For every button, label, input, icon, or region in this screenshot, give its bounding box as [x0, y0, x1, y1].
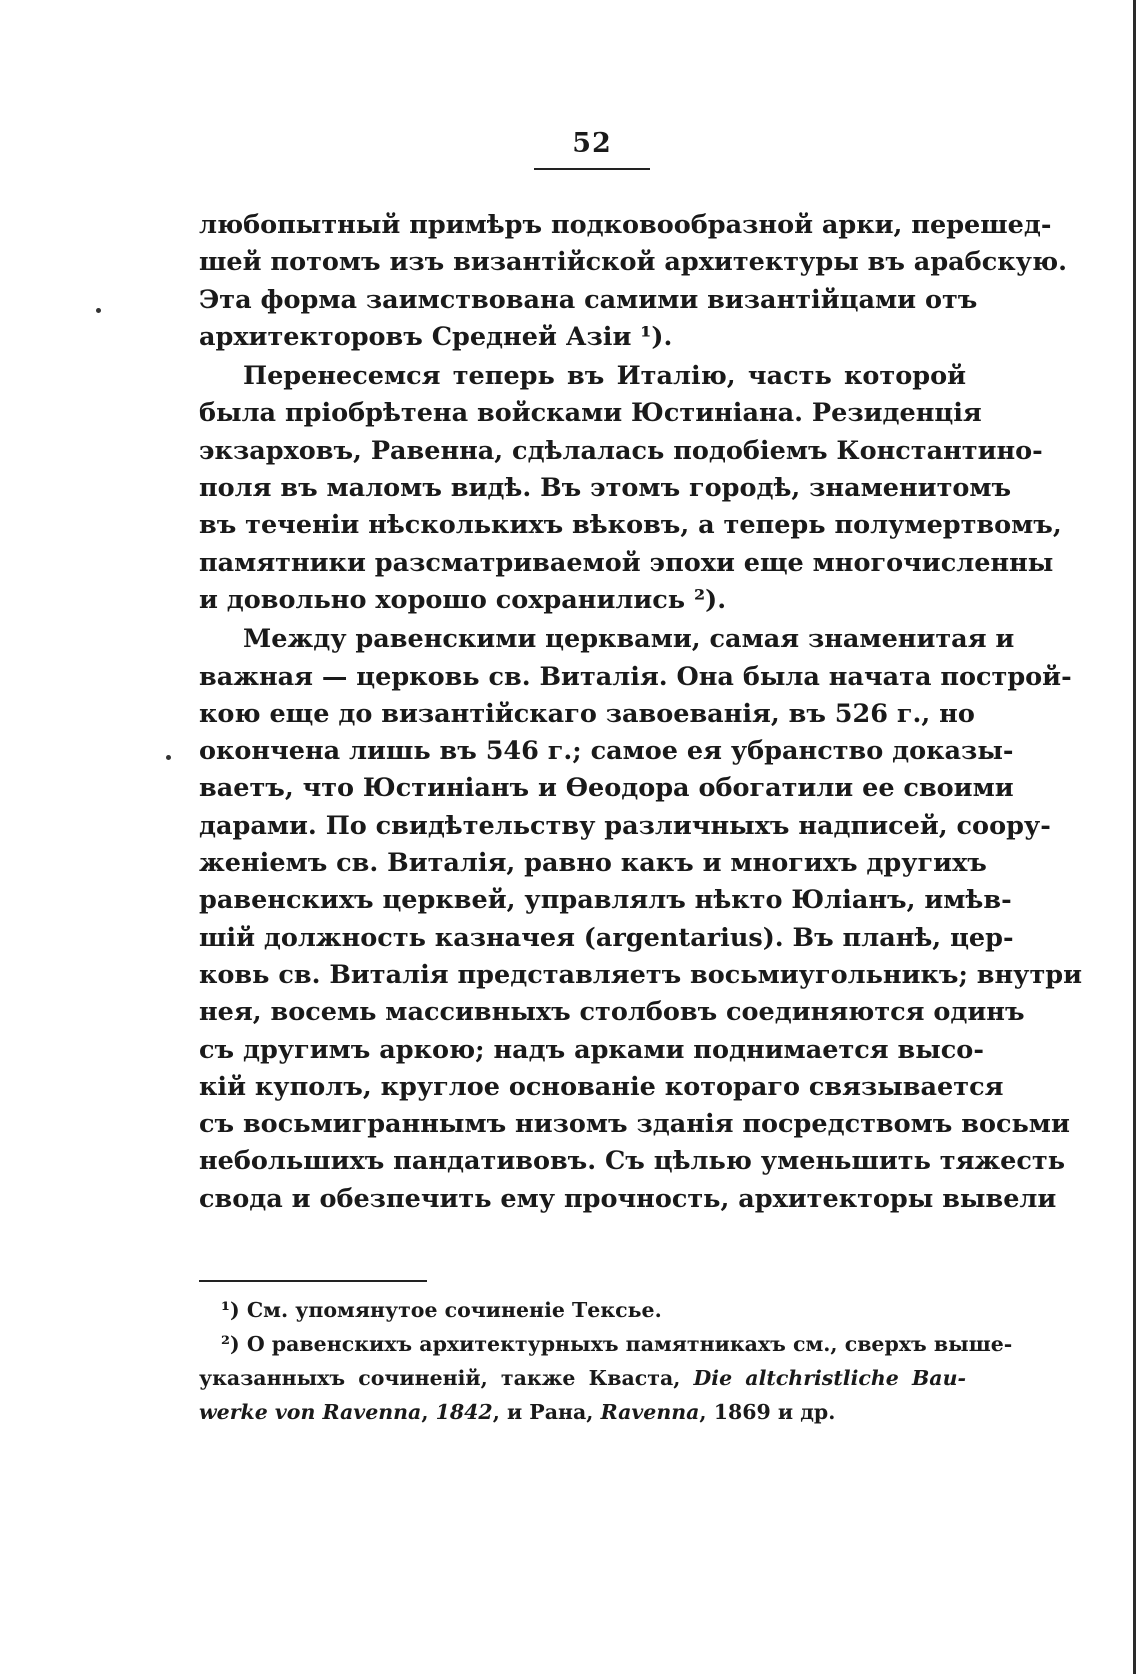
text-line: нея, восемь массивныхъ столбовъ соединяются одинъ: [199, 997, 1025, 1028]
text-line: поля въ маломъ видѣ. Въ этомъ городѣ, знаменитомъ: [199, 473, 1012, 504]
paragraph-3: [199, 621, 1083, 1218]
text-line: равенскихъ церквей, управлялъ нѣкто Юліанъ, имѣв-: [199, 885, 1012, 916]
text-line: Эта форма заимствована самими византійцами отъ: [199, 284, 978, 315]
text-line: памятники разсматриваемой эпохи еще многочисленны: [199, 547, 1054, 578]
footnote-text: ,: [421, 1400, 436, 1424]
text-line: кою еще до византійскаго завоеванія, въ 526 г., но: [199, 698, 975, 729]
text-line: женіемъ св. Виталія, равно какъ и многихъ другихъ: [199, 848, 987, 879]
text-line: любопытный примѣръ подковообразной арки, перешед-: [199, 210, 1052, 240]
text-line: съ другимъ аркою; надъ арками поднимается высо-: [199, 1034, 984, 1065]
footnote-1: ¹) См. упомянутое сочиненіе Тексье.: [221, 1298, 662, 1322]
footnote-2-line: [199, 1395, 966, 1429]
text-line: Между равенскими церквами, самая знаменитая и: [243, 624, 1015, 655]
text-line: небольшихъ пандативовъ. Съ цѣлью уменьшить тяжесть: [199, 1146, 1066, 1177]
text-line: кій куполъ, круглое основаніе котораго связывается: [199, 1071, 1004, 1102]
page-edge-line: [1133, 0, 1136, 1674]
text-line: свода и обезпечить ему прочность, архитекторы вывели: [199, 1183, 1057, 1214]
text-line: ваетъ, что Юстиніанъ и Ѳеодора обогатили ее своими: [199, 773, 1014, 804]
footnote-italic-title: werke von Ravenna: [199, 1400, 422, 1424]
text-line: Перенесемся теперь въ Италію, часть которой: [243, 361, 966, 392]
paragraph-2: [199, 358, 1062, 619]
page-number: 52: [572, 128, 612, 159]
footnote-text: , 1869 и др.: [699, 1400, 836, 1424]
page-number-rule: [534, 168, 650, 170]
footnote-text: , и Рана,: [492, 1400, 601, 1424]
text-line: дарами. По свидѣтельству различныхъ надписей, соору-: [199, 810, 1051, 841]
text-line: въ теченіи нѣсколькихъ вѣковъ, а теперь полумертвомъ,: [199, 510, 1062, 541]
text-line: окончена лишь въ 546 г.; самое ея убранство доказы-: [199, 736, 1014, 767]
text-line: ковь св. Виталія представляетъ восьмиугольникъ; внутри: [199, 959, 1083, 990]
footnote-2-line: [199, 1361, 966, 1395]
print-speck: [166, 755, 171, 760]
text-line: важная — церковь св. Виталія. Она была начата построй-: [199, 661, 1072, 692]
footnotes: [199, 1293, 1013, 1429]
text-line: архитекторовъ Средней Азіи ¹).: [199, 321, 673, 352]
footnote-rule: [199, 1280, 427, 1282]
text-line: была пріобрѣтена войсками Юстиніана. Резиденція: [199, 398, 982, 429]
footnote-italic-year: 1842: [435, 1400, 493, 1424]
body-text: [199, 207, 1083, 1218]
footnote-italic-title: Ravenna: [600, 1400, 700, 1424]
text-line: и довольно хорошо сохранились ²).: [199, 584, 727, 615]
paragraph-1: [199, 207, 1067, 356]
text-line: шій должность казначея (argentarius). Въ планѣ, цер-: [199, 922, 1014, 953]
text-line: съ восьмиграннымъ низомъ зданія посредствомъ восьми: [199, 1109, 1070, 1140]
footnote-italic-title: Die altchristliche Bau-: [693, 1366, 966, 1390]
footnote-text: указанныхъ сочиненій, также Кваста,: [199, 1366, 694, 1390]
text-line: шей потомъ изъ византійской архитектуры въ арабскую.: [199, 247, 1067, 278]
text-line: экзарховъ, Равенна, сдѣлалась подобіемъ Константино-: [199, 435, 1043, 466]
footnote-2-line: ²) О равенскихъ архитектурныхъ памятникахъ см., сверхъ выше-: [221, 1332, 1013, 1356]
print-speck: [96, 308, 101, 313]
